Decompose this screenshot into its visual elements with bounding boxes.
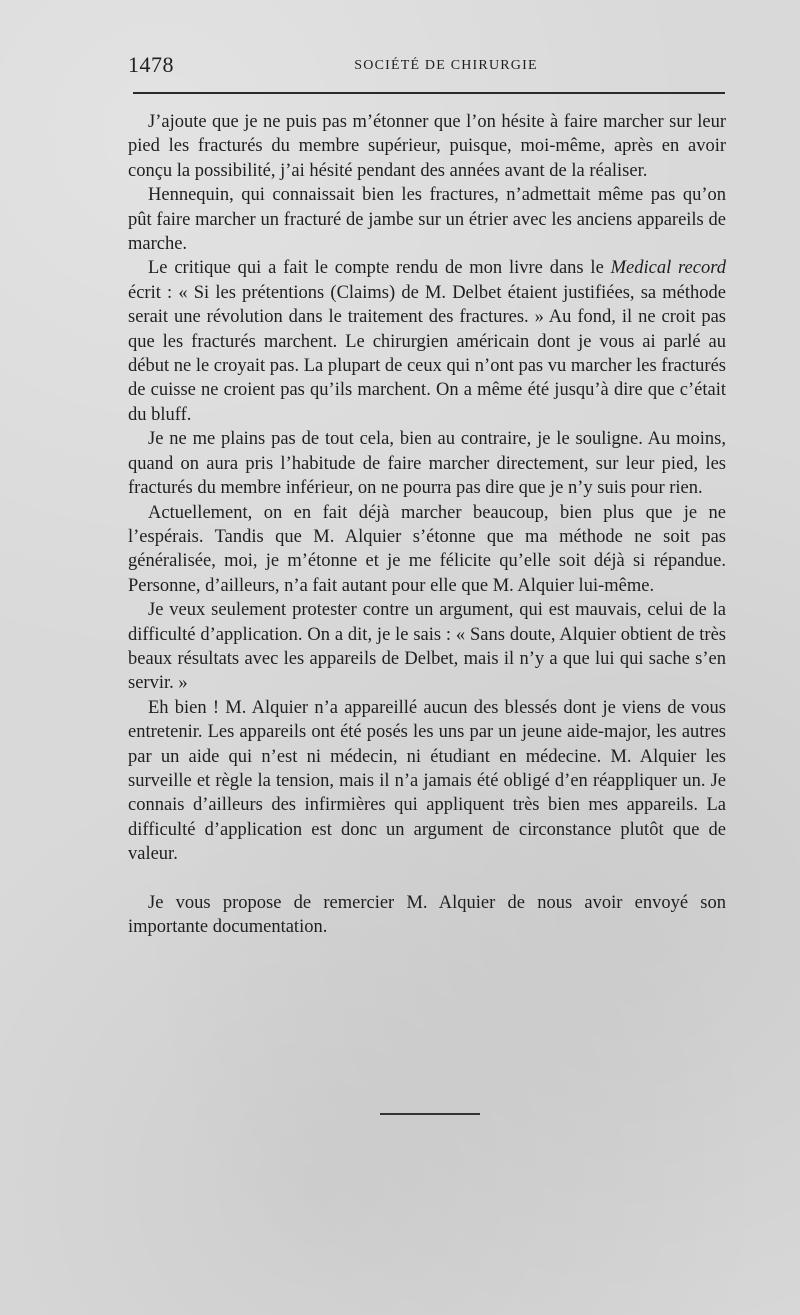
paragraph-6: Je veux seulement protester contre un argument, qui est mauvais, celui de la difficulté d’application. On a dit, je le sais : « Sans doute, Alquier obtient de très beaux résultats avec les appareils de Delbet, mais il n’y a que lui qui sache s’en servir. » (128, 600, 726, 694)
header-rule (133, 92, 725, 94)
end-rule (380, 1113, 480, 1115)
running-head: SOCIÉTÉ DE CHIRURGIE (354, 58, 538, 73)
paragraph-7: Eh bien ! M. Alquier n’a appareillé aucun des blessés dont je viens de vous entretenir. Les appareils ont été posés les uns par un jeune aide-major, les autres par un aide qui n’est ni médecin, ni étudiant en médecine. M. Alquier les surveille et règle la tension, mais il n’a jamais été obligé d’en réappliquer un. Je connais d’ailleurs des infirmières qui appliquent très bien mes appareils. La difficulté d’application est donc un argument de circonstance plutôt que de valeur. (128, 697, 726, 865)
paragraph-1: J’ajoute que je ne puis pas m’étonner que l’on hésite à faire marcher sur leur pied les fracturés du membre supérieur, puisque, moi-même, après en avoir conçu la possibilité, j’ai hésité pendant des années avant de la réaliser. (128, 112, 726, 181)
body-text (128, 110, 726, 939)
paragraph-5: Actuellement, on en fait déjà marcher beaucoup, bien plus que je ne l’espérais. Tandis que M. Alquier s’étonne que ma méthode ne soit pas généralisée, moi, je m’étonne et je me félicite qu’elle soit déjà si répandue. Personne, d’ailleurs, n’a fait autant pour elle que M. Alquier lui-même. (128, 502, 726, 596)
paragraph-3-after: écrit : « Si les prétentions (Claims) de M. Delbet étaient justifiées, sa méthode serait une révolution dans le traitement des fractures. » Au fond, il ne croit pas que les fracturés marchent. Le chirurgien américain dont je vous ai parlé au début ne le croyait pas. La plupart de ceux qui n’ont pas vu marcher les fracturés de cuisse ne croient pas qu’ils marchent. On a même été jusqu’à dire que c’était du bluff. (128, 282, 726, 425)
paragraph-3 (128, 256, 726, 427)
paragraph-2: Hennequin, qui connaissait bien les fractures, n’admettait même pas qu’on pût faire marcher un fracturé de jambe sur un étrier avec les anciens appareils de marche. (128, 185, 726, 255)
paragraph-3-before: Le critique qui a fait le compte rendu de mon livre dans le (148, 258, 611, 279)
journal-title: Medical record (610, 258, 726, 279)
paragraph-4: Je ne me plains pas de tout cela, bien au contraire, je le souligne. Au moins, quand on aura pris l’habitude de faire marcher directement, sur leur pied, les fracturés du membre inférieur, on ne pourra pas dire que je n’y suis pour rien. (128, 429, 726, 499)
page-number: 1478 (128, 52, 174, 77)
paragraph-8: Je vous propose de remercier M. Alquier de nous avoir envoyé son importante documentation. (128, 892, 726, 937)
page-header (128, 52, 724, 82)
